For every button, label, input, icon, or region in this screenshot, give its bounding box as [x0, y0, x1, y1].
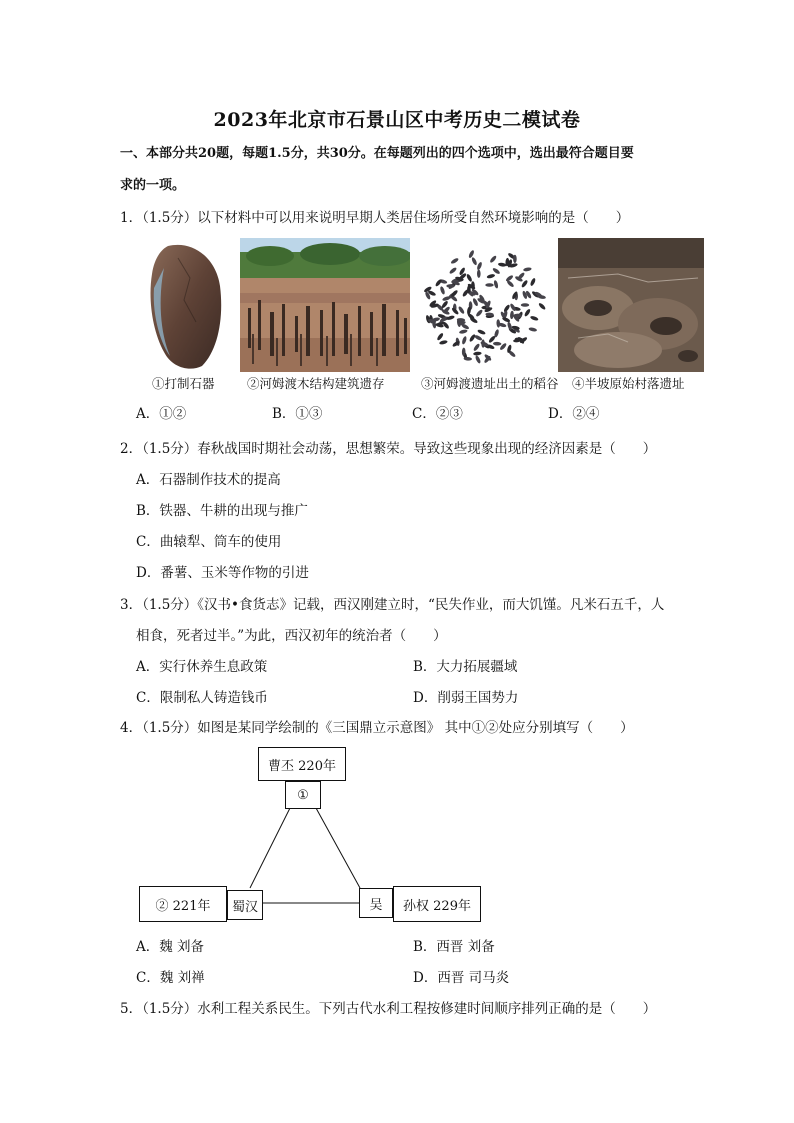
- question-1-stem: 1．（1.5分）以下材料中可以用来说明早期人类居住场所受自然环境影响的是（ ）: [120, 210, 630, 226]
- option-a[interactable]: A．实行休养生息政策: [136, 659, 268, 675]
- option-b[interactable]: B．西晋 刘备: [413, 939, 495, 955]
- question-1-captions: [138, 374, 704, 394]
- caption-2: ②河姆渡木结构建筑遗存: [247, 376, 385, 391]
- blank-1-box: ①: [285, 781, 321, 809]
- question-1-images: [138, 238, 704, 372]
- section-line-2: 求的一项。: [120, 178, 186, 193]
- question-2-stem: 2．（1.5分）春秋战国时期社会动荡，思想繁荣。导致这些现象出现的经济因素是（ ）: [120, 441, 657, 457]
- caption-4: ④半坡原始村落遗址: [572, 376, 685, 391]
- option-b[interactable]: B．①③: [272, 406, 323, 422]
- option-b[interactable]: B．铁器、牛耕的出现与推广: [136, 503, 308, 519]
- option-d[interactable]: D．削弱王国势力: [413, 690, 519, 706]
- shu-han-box: 蜀汉: [227, 890, 263, 920]
- question-3-stem-line-2: 相食，死者过半。”为此，西汉初年的统治者（ ）: [136, 628, 447, 644]
- section-line-1: 一、本部分共20题，每题1.5分，共30分。在每题列出的四个选项中，选出最符合题目要: [120, 146, 634, 161]
- question-4-stem: 4．（1.5分）如图是某同学绘制的《三国鼎立示意图》 其中①②处应分别填写（ ）: [120, 720, 634, 736]
- sun-quan-box: 孙权 229年: [393, 886, 481, 922]
- wu-box: 吴: [359, 888, 393, 918]
- option-a[interactable]: A．①②: [136, 406, 187, 422]
- page-title: 2023年北京市石景山区中考历史二模试卷: [213, 109, 581, 131]
- option-c[interactable]: C．②③: [412, 406, 463, 422]
- caption-1: ①打制石器: [152, 376, 215, 391]
- option-d[interactable]: D．西晋 司马炎: [413, 970, 510, 986]
- option-b[interactable]: B．大力拓展疆域: [413, 659, 518, 675]
- caption-3: ③河姆渡遗址出土的稻谷: [421, 376, 559, 391]
- stone-tool-image: [138, 238, 238, 372]
- village-ruins-image: [558, 238, 704, 372]
- option-a[interactable]: A．石器制作技术的提高: [136, 472, 281, 488]
- option-c[interactable]: C．限制私人铸造钱币: [136, 690, 268, 706]
- option-d[interactable]: D．番薯、玉米等作物的引进: [136, 565, 309, 581]
- option-c[interactable]: C．曲辕犁、筒车的使用: [136, 534, 282, 550]
- question-5-stem: 5．（1.5分）水利工程关系民生。下列古代水利工程按修建时间顺序排列正确的是（ ）: [120, 1001, 657, 1017]
- question-3-stem-line-1: 3．（1.5分）《汉书•食货志》记载，西汉刚建立时，“民失作业，而大饥馑。凡米石五千，人: [120, 597, 665, 613]
- option-c[interactable]: C．魏 刘禅: [136, 970, 205, 986]
- option-d[interactable]: D．②④: [548, 406, 600, 422]
- cao-pi-box: 曹丕 220年: [258, 747, 346, 781]
- blank-2-box: ② 221年: [139, 886, 227, 922]
- rice-grains-image: [414, 238, 554, 372]
- section-instructions: [120, 138, 680, 202]
- wooden-structure-image: [240, 238, 410, 372]
- option-a[interactable]: A．魏 刘备: [136, 939, 205, 955]
